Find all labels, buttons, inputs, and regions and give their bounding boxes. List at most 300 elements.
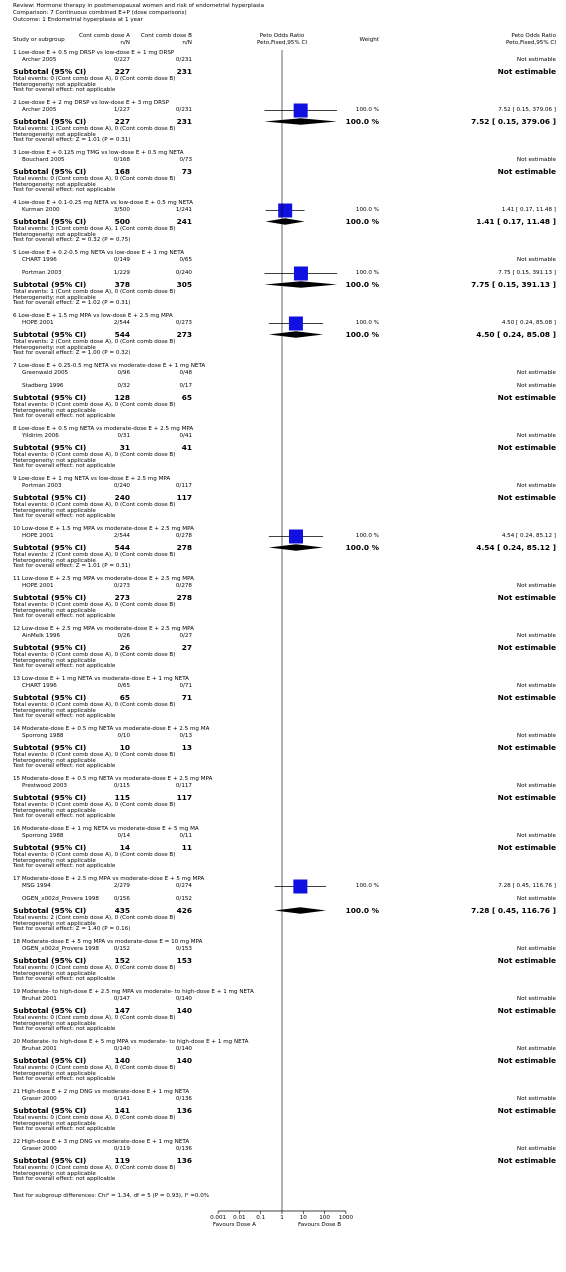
col-or-header: Peto Odds Ratio (259, 33, 305, 39)
heterogeneity: Heterogeneity: not applicable (13, 407, 96, 414)
study-events-a: 0/32 (117, 383, 130, 389)
overall-effect: Test for overall effect: Z = 1.01 (P = 0.31) (13, 137, 131, 143)
subtotal-total-a: 115 (114, 793, 130, 802)
subtotal-label: Subtotal (95% CI) (13, 843, 87, 852)
study-or-ci: Not estimable (516, 370, 556, 376)
total-events: Total events: 0 (Cont comb dose A), 0 (Cont comb dose B) (13, 1015, 176, 1021)
subtotal-total-a: 128 (114, 393, 130, 402)
subtotal-label: Subtotal (95% CI) (13, 280, 87, 289)
study-events-b: 0/11 (179, 833, 192, 839)
subtotal-label: Subtotal (95% CI) (13, 330, 87, 339)
study-events-a: 0/65 (117, 683, 130, 689)
subtotal-or-ci: Not estimable (497, 956, 556, 965)
total-events: Total events: 0 (Cont comb dose A), 0 (Cont comb dose B) (13, 802, 176, 808)
subgroup-title: 20 Moderate- to high-dose E + 5 mg MPA vs moderate- to high-dose E + 1 mg NETA (13, 1039, 249, 1045)
overall-effect: Test for overall effect: Z = 1.00 (P = 0.32) (13, 350, 131, 356)
study-name: Yildirim 2006 (22, 433, 59, 439)
study-name: CHART 1996 (22, 683, 57, 689)
subgroup-title: 19 Moderate- to high-dose E + 2.5 mg MPA vs moderate- to high-dose E + 1 mg NETA (13, 989, 254, 995)
subgroup-title: 22 High-dose E + 3 mg DNG vs moderate-dose E + 1 mg NETA (13, 1139, 190, 1145)
study-events-b: 1/241 (175, 207, 192, 213)
subtotal-or-ci: Not estimable (497, 743, 556, 752)
subgroup-title: 5 Low-dose E + 0.2-0.5 mg NETA vs low-dose E + 1 mg NETA (13, 250, 185, 256)
outcome-line: Outcome: 1 Endometrial hyperplasia at 1 year (13, 17, 143, 23)
subtotal-label: Subtotal (95% CI) (13, 67, 87, 76)
study-events-b: 0/65 (179, 257, 192, 263)
total-events: Total events: 0 (Cont comb dose A), 0 (Cont comb dose B) (13, 402, 176, 408)
subtotal-or-ci: Not estimable (497, 1006, 556, 1015)
study-name: Kurman 2000 (22, 207, 60, 213)
overall-effect: Test for overall effect: Z = 1.40 (P = 0.16) (13, 926, 131, 932)
review-line: Review: Hormone therapy in postmenopausal women and risk of endometrial hyperplasia (13, 3, 265, 9)
study-or-ci: Not estimable (516, 833, 556, 839)
subtotal-or-ci: Not estimable (497, 593, 556, 602)
favours-right-label: Favours Dose B (298, 1222, 342, 1228)
overall-effect: Test for overall effect: not applicable (13, 1126, 116, 1132)
study-events-a: 0/149 (113, 257, 130, 263)
study-or-ci: 7.28 [ 0.45, 116.76 ] (498, 883, 556, 889)
study-events-b: 0/278 (175, 583, 192, 589)
study-events-b: 0/17 (179, 383, 192, 389)
subgroup-title: 15 Moderate-dose E + 0.5 mg NETA vs moderate-dose E + 2.5 mg MPA (13, 776, 213, 782)
subtotal-diamond (269, 544, 323, 550)
study-effect-marker (294, 104, 308, 118)
subtotal-total-b: 136 (176, 1106, 192, 1115)
subtotal-total-a: 544 (114, 330, 130, 339)
subtotal-total-b: 426 (176, 906, 192, 915)
subgroup-title: 8 Low-dose E + 0.5 mg NETA vs moderate-dose E + 2.5 mg MPA (13, 426, 194, 432)
subtotal-total-b: 13 (181, 743, 192, 752)
heterogeneity: Heterogeneity: not applicable (13, 920, 96, 927)
total-events: Total events: 0 (Cont comb dose A), 0 (Cont comb dose B) (13, 965, 176, 971)
subgroup-title: 1 Low-dose E + 0.5 mg DRSP vs low-dose E + 1 mg DRSP (13, 50, 175, 56)
subtotal-total-a: 26 (119, 643, 130, 652)
subtotal-or-ci: Not estimable (497, 493, 556, 502)
subtotal-label: Subtotal (95% CI) (13, 906, 87, 915)
study-weight: 100.0 % (355, 883, 379, 889)
subtotal-or-ci: Not estimable (497, 843, 556, 852)
subtotal-total-a: 544 (114, 543, 130, 552)
heterogeneity: Heterogeneity: not applicable (13, 1020, 96, 1027)
study-or-ci: Not estimable (516, 483, 556, 489)
subtotal-total-a: 227 (114, 67, 130, 76)
overall-effect: Test for overall effect: not applicable (13, 1176, 116, 1182)
study-or-ci: Not estimable (516, 783, 556, 789)
total-events: Total events: 2 (Cont comb dose A), 0 (Cont comb dose B) (13, 915, 176, 921)
subtotal-total-b: 231 (176, 117, 192, 126)
study-name: OGEN_x002d_Provera 1998 (22, 946, 99, 952)
study-events-b: 0/231 (175, 57, 192, 63)
subtotal-total-a: 500 (114, 217, 130, 226)
overall-effect: Test for overall effect: not applicable (13, 863, 116, 869)
overall-effect: Test for overall effect: not applicable (13, 1026, 116, 1032)
study-events-a: 0/168 (113, 157, 130, 163)
subtotal-total-b: 305 (176, 280, 192, 289)
study-events-b: 0/274 (175, 883, 192, 889)
study-or-ci: Not estimable (516, 946, 556, 952)
heterogeneity: Heterogeneity: not applicable (13, 131, 96, 138)
overall-effect: Test for overall effect: not applicable (13, 87, 116, 93)
subtotal-total-a: 240 (114, 493, 130, 502)
subtotal-diamond (275, 907, 326, 913)
x-tick-label: 100 (319, 1215, 330, 1221)
subtotal-label: Subtotal (95% CI) (13, 1156, 87, 1165)
study-or-ci: Not estimable (516, 896, 556, 902)
subgroup-title: 10 Low-dose E + 1.5 mg MPA vs moderate-dose E + 2.5 mg MPA (13, 526, 194, 532)
total-events: Total events: 0 (Cont comb dose A), 0 (Cont comb dose B) (13, 752, 176, 758)
subtotal-or-ci: Not estimable (497, 643, 556, 652)
study-or-ci: Not estimable (516, 433, 556, 439)
study-or-ci: 4.54 [ 0.24, 85.12 ] (501, 533, 556, 539)
subtotal-total-b: 117 (176, 493, 192, 502)
total-events: Total events: 0 (Cont comb dose A), 0 (Cont comb dose B) (13, 652, 176, 658)
study-events-b: 0/153 (175, 946, 192, 952)
study-events-a: 0/115 (113, 783, 130, 789)
study-name: Graser 2000 (22, 1096, 57, 1102)
subtotal-total-b: 136 (176, 1156, 192, 1165)
subgroup-title: 12 Low-dose E + 2.5 mg MPA vs moderate-dose E + 2.5 mg MPA (13, 626, 194, 632)
subgroup-title: 6 Low-dose E + 1.5 mg MPA vs low-dose E + 2.5 mg MPA (13, 313, 173, 319)
subtotal-total-b: 140 (176, 1056, 192, 1065)
study-weight: 100.0 % (355, 320, 379, 326)
study-events-a: 3/500 (113, 207, 130, 213)
subtotal-total-a: 31 (119, 443, 130, 452)
subtotal-total-b: 41 (181, 443, 192, 452)
subtotal-weight: 100.0 % (345, 330, 379, 339)
subtotal-diamond (269, 331, 323, 337)
total-events: Total events: 1 (Cont comb dose A), 0 (Cont comb dose B) (13, 126, 176, 132)
study-name: Graser 2000 (22, 1146, 57, 1152)
study-events-b: 0/27 (179, 633, 192, 639)
subtotal-total-b: 153 (176, 956, 192, 965)
subtotal-label: Subtotal (95% CI) (13, 956, 87, 965)
study-or-ci: Not estimable (516, 583, 556, 589)
subtotal-total-a: 147 (114, 1006, 130, 1015)
subtotal-label: Subtotal (95% CI) (13, 1006, 87, 1015)
subtotal-label: Subtotal (95% CI) (13, 493, 87, 502)
study-events-b: 0/117 (175, 483, 192, 489)
total-events: Total events: 0 (Cont comb dose A), 0 (Cont comb dose B) (13, 452, 176, 458)
study-events-a: 0/119 (113, 1146, 130, 1152)
heterogeneity: Heterogeneity: not applicable (13, 657, 96, 664)
x-tick-label: 0.001 (210, 1215, 227, 1221)
col-or-method: Peto,Fixed,95% CI (256, 40, 308, 46)
study-or-ci: 1.41 [ 0.17, 11.48 ] (501, 207, 556, 213)
subtotal-or-ci: 7.28 [ 0.45, 116.76 ] (471, 906, 556, 915)
subtotal-or-ci: Not estimable (497, 393, 556, 402)
comparison-line: Comparison: 7 Continuous combined E+P (dose comparisons) (13, 10, 187, 16)
study-events-a: 1/227 (113, 107, 130, 113)
subtotal-weight: 100.0 % (345, 906, 379, 915)
subtotal-total-a: 10 (119, 743, 130, 752)
overall-effect: Test for overall effect: not applicable (13, 713, 116, 719)
subtotal-diamond (264, 281, 337, 287)
study-effect-marker (289, 530, 303, 544)
heterogeneity: Heterogeneity: not applicable (13, 707, 96, 714)
subtotal-label: Subtotal (95% CI) (13, 693, 87, 702)
total-events: Total events: 0 (Cont comb dose A), 0 (Cont comb dose B) (13, 852, 176, 858)
overall-effect: Test for overall effect: not applicable (13, 813, 116, 819)
study-events-a: 2/279 (113, 883, 130, 889)
subtotal-total-b: 278 (176, 543, 192, 552)
x-tick-label: 0.01 (233, 1215, 246, 1221)
heterogeneity: Heterogeneity: not applicable (13, 294, 96, 301)
study-effect-marker (278, 204, 292, 218)
study-events-b: 0/231 (175, 107, 192, 113)
heterogeneity: Heterogeneity: not applicable (13, 1170, 96, 1177)
overall-effect: Test for overall effect: not applicable (13, 663, 116, 669)
study-or-ci: Not estimable (516, 383, 556, 389)
total-events: Total events: 2 (Cont comb dose A), 0 (Cont comb dose B) (13, 339, 176, 345)
study-events-b: 0/48 (179, 370, 192, 376)
subtotal-or-ci: 7.75 [ 0.15, 391.13 ] (471, 280, 556, 289)
study-name: Prestwood 2003 (22, 783, 67, 789)
study-name: Greenwald 2005 (22, 370, 69, 376)
subtotal-total-a: 152 (114, 956, 130, 965)
study-events-b: 0/273 (175, 320, 192, 326)
study-events-a: 0/31 (117, 433, 130, 439)
subtotal-label: Subtotal (95% CI) (13, 1056, 87, 1065)
study-name: MSG 1994 (22, 883, 51, 889)
study-effect-marker (294, 267, 308, 281)
subgroup-title: 2 Low-dose E + 2 mg DRSP vs low-dose E + 3 mg DRSP (13, 100, 169, 106)
study-events-b: 0/41 (179, 433, 192, 439)
col-b-unit: n/N (182, 40, 192, 46)
study-events-a: 0/141 (113, 1096, 130, 1102)
subtotal-total-b: 117 (176, 793, 192, 802)
subtotal-total-a: 14 (119, 843, 130, 852)
total-events: Total events: 3 (Cont comb dose A), 1 (Cont comb dose B) (13, 226, 176, 232)
subtotal-label: Subtotal (95% CI) (13, 743, 87, 752)
total-events: Total events: 1 (Cont comb dose A), 0 (Cont comb dose B) (13, 289, 176, 295)
subtotal-or-ci: Not estimable (497, 167, 556, 176)
overall-effect: Test for overall effect: not applicable (13, 976, 116, 982)
subtotal-label: Subtotal (95% CI) (13, 167, 87, 176)
study-events-a: 1/229 (113, 270, 130, 276)
subtotal-weight: 100.0 % (345, 117, 379, 126)
study-name: Sporrong 1988 (22, 833, 64, 839)
study-events-a: 0/14 (117, 833, 130, 839)
total-events: Total events: 0 (Cont comb dose A), 0 (Cont comb dose B) (13, 702, 176, 708)
study-or-ci: Not estimable (516, 733, 556, 739)
total-events: Total events: 0 (Cont comb dose A), 0 (Cont comb dose B) (13, 602, 176, 608)
overall-effect: Test for overall effect: not applicable (13, 1076, 116, 1082)
subtotal-label: Subtotal (95% CI) (13, 1106, 87, 1115)
study-name: AinMelk 1996 (22, 633, 61, 639)
subtotal-total-a: 378 (114, 280, 130, 289)
study-events-a: 0/156 (113, 896, 130, 902)
x-tick-label: 0.1 (256, 1215, 266, 1221)
heterogeneity: Heterogeneity: not applicable (13, 507, 96, 514)
subtotal-total-a: 435 (114, 906, 130, 915)
study-name: HOPE 2001 (22, 320, 54, 326)
study-or-ci: Not estimable (516, 157, 556, 163)
subtotal-label: Subtotal (95% CI) (13, 643, 87, 652)
overall-effect: Test for overall effect: not applicable (13, 463, 116, 469)
subtotal-total-a: 65 (119, 693, 130, 702)
study-events-a: 0/240 (113, 483, 130, 489)
study-events-a: 0/147 (113, 996, 130, 1002)
subtotal-or-ci: Not estimable (497, 67, 556, 76)
overall-effect: Test for overall effect: Z = 1.01 (P = 0.31) (13, 563, 131, 569)
heterogeneity: Heterogeneity: not applicable (13, 757, 96, 764)
study-events-a: 0/152 (113, 946, 130, 952)
study-events-b: 0/152 (175, 896, 192, 902)
study-name: Bruhat 2001 (22, 996, 57, 1002)
study-or-ci: 4.50 [ 0.24, 85.08 ] (501, 320, 556, 326)
subgroup-title: 18 Moderate-dose E + 5 mg MPA vs moderate-dose E = 10 mg MPA (13, 939, 203, 945)
heterogeneity: Heterogeneity: not applicable (13, 344, 96, 351)
study-events-b: 0/136 (175, 1096, 192, 1102)
heterogeneity: Heterogeneity: not applicable (13, 231, 96, 238)
subtotal-total-b: 65 (181, 393, 192, 402)
x-tick-label: 10 (299, 1215, 307, 1221)
study-events-b: 0/140 (175, 996, 192, 1002)
study-weight: 100.0 % (355, 107, 379, 113)
total-events: Total events: 0 (Cont comb dose A), 0 (Cont comb dose B) (13, 76, 176, 82)
heterogeneity: Heterogeneity: not applicable (13, 81, 96, 88)
study-name: OGEN_x002d_Provera 1998 (22, 896, 99, 902)
subtotal-total-a: 227 (114, 117, 130, 126)
study-events-b: 0/13 (179, 733, 192, 739)
total-events: Total events: 0 (Cont comb dose A), 0 (Cont comb dose B) (13, 1065, 176, 1071)
subtotal-or-ci: Not estimable (497, 693, 556, 702)
heterogeneity: Heterogeneity: not applicable (13, 457, 96, 464)
col-a-unit: n/N (120, 40, 130, 46)
study-events-a: 0/227 (113, 57, 130, 63)
overall-effect: Test for overall effect: not applicable (13, 613, 116, 619)
study-name: Stadberg 1996 (22, 383, 64, 389)
heterogeneity: Heterogeneity: not applicable (13, 181, 96, 188)
study-name: Portman 2003 (22, 483, 62, 489)
heterogeneity: Heterogeneity: not applicable (13, 970, 96, 977)
subtotal-diamond (266, 218, 305, 224)
study-weight: 100.0 % (355, 533, 379, 539)
study-events-a: 0/10 (117, 733, 130, 739)
subgroup-title: 16 Moderate-dose E + 1 mg NETA vs moderate-dose E + 5 mg MA (13, 826, 199, 832)
study-or-ci: Not estimable (516, 257, 556, 263)
col-study-header: Study or subgroup (13, 37, 65, 43)
subgroup-title: 11 Low-dose E + 2.5 mg MPA vs moderate-dose E + 2.5 mg MPA (13, 576, 194, 582)
col-or2-method: Peto,Fixed,95% CI (505, 40, 556, 46)
subtotal-total-b: 71 (181, 693, 192, 702)
subtotal-total-a: 168 (114, 167, 130, 176)
col-weight-header: Weight (359, 37, 379, 43)
study-name: Sporrong 1988 (22, 733, 64, 739)
total-events: Total events: 0 (Cont comb dose A), 0 (Cont comb dose B) (13, 176, 176, 182)
study-events-b: 0/278 (175, 533, 192, 539)
subtotal-label: Subtotal (95% CI) (13, 593, 87, 602)
study-name: HOPE 2001 (22, 583, 54, 589)
subgroup-title: 7 Low-dose E + 0.25-0.5 mg NETA vs moderate-dose E + 1 mg NETA (13, 363, 206, 369)
heterogeneity: Heterogeneity: not applicable (13, 557, 96, 564)
study-events-a: 0/96 (117, 370, 130, 376)
subtotal-label: Subtotal (95% CI) (13, 543, 87, 552)
study-events-b: 0/73 (179, 157, 192, 163)
subtotal-or-ci: Not estimable (497, 443, 556, 452)
col-b-header: Cont comb dose B (140, 33, 192, 39)
study-name: Archer 2005 (22, 57, 57, 63)
study-events-a: 0/273 (113, 583, 130, 589)
study-events-a: 2/544 (113, 533, 130, 539)
subgroup-title: 21 High-dose E + 2 mg DNG vs moderate-dose E + 1 mg NETA (13, 1089, 190, 1095)
subtotal-total-b: 11 (181, 843, 192, 852)
study-name: Portman 2003 (22, 270, 62, 276)
subtotal-or-ci: 7.52 [ 0.15, 379.06 ] (471, 117, 556, 126)
subtotal-total-b: 140 (176, 1006, 192, 1015)
heterogeneity: Heterogeneity: not applicable (13, 857, 96, 864)
overall-effect: Test for overall effect: not applicable (13, 763, 116, 769)
study-events-b: 0/136 (175, 1146, 192, 1152)
heterogeneity: Heterogeneity: not applicable (13, 1120, 96, 1127)
subtotal-weight: 100.0 % (345, 217, 379, 226)
study-name: HOPE 2001 (22, 533, 54, 539)
study-or-ci: Not estimable (516, 683, 556, 689)
x-tick-label: 1000 (338, 1215, 354, 1221)
study-or-ci: Not estimable (516, 1096, 556, 1102)
col-or2-header: Peto Odds Ratio (511, 33, 556, 39)
study-name: Archer 2005 (22, 107, 57, 113)
subgroup-title: 13 Low-dose E + 1 mg NETA vs moderate-dose E + 1 mg NETA (13, 676, 190, 682)
col-a-header: Cont comb dose A (78, 33, 130, 39)
subtotal-diamond (264, 118, 336, 124)
subtotal-total-b: 73 (181, 167, 192, 176)
subtotal-total-a: 140 (114, 1056, 130, 1065)
heterogeneity: Heterogeneity: not applicable (13, 1070, 96, 1077)
study-or-ci: Not estimable (516, 996, 556, 1002)
study-events-b: 0/140 (175, 1046, 192, 1052)
subtotal-or-ci: Not estimable (497, 793, 556, 802)
subtotal-or-ci: Not estimable (497, 1156, 556, 1165)
study-events-a: 0/26 (117, 633, 130, 639)
total-events: Total events: 0 (Cont comb dose A), 0 (Cont comb dose B) (13, 502, 176, 508)
subtotal-total-b: 231 (176, 67, 192, 76)
subtotal-or-ci: Not estimable (497, 1056, 556, 1065)
subtotal-total-a: 141 (114, 1106, 130, 1115)
study-effect-marker (293, 880, 307, 894)
heterogeneity: Heterogeneity: not applicable (13, 807, 96, 814)
overall-effect: Test for overall effect: Z = 1.02 (P = 0.31) (13, 300, 131, 306)
study-or-ci: 7.75 [ 0.15, 391.13 ] (498, 270, 556, 276)
subtotal-total-a: 273 (114, 593, 130, 602)
subtotal-label: Subtotal (95% CI) (13, 793, 87, 802)
study-weight: 100.0 % (355, 207, 379, 213)
study-events-a: 2/544 (113, 320, 130, 326)
overall-effect: Test for overall effect: not applicable (13, 187, 116, 193)
total-events: Total events: 0 (Cont comb dose A), 0 (Cont comb dose B) (13, 1165, 176, 1171)
subtotal-total-b: 241 (176, 217, 192, 226)
overall-effect: Test for overall effect: not applicable (13, 513, 116, 519)
study-events-a: 0/140 (113, 1046, 130, 1052)
overall-effect: Test for overall effect: Z = 0.32 (P = 0.75) (13, 237, 131, 243)
heterogeneity: Heterogeneity: not applicable (13, 607, 96, 614)
study-or-ci: Not estimable (516, 1146, 556, 1152)
study-name: Bruhat 2001 (22, 1046, 57, 1052)
subtotal-label: Subtotal (95% CI) (13, 393, 87, 402)
total-events: Total events: 0 (Cont comb dose A), 0 (Cont comb dose B) (13, 1115, 176, 1121)
study-name: Bouchard 2005 (22, 157, 65, 163)
subgroup-title: 9 Low-dose E + 1 mg NETA vs low-dose E + 2.5 mg MPA (13, 476, 171, 482)
subtotal-weight: 100.0 % (345, 543, 379, 552)
subtotal-total-b: 273 (176, 330, 192, 339)
subtotal-or-ci: 1.41 [ 0.17, 11.48 ] (476, 217, 556, 226)
overall-effect: Test for overall effect: not applicable (13, 413, 116, 419)
study-name: CHART 1996 (22, 257, 57, 263)
subtotal-label: Subtotal (95% CI) (13, 117, 87, 126)
study-events-b: 0/71 (179, 683, 192, 689)
study-events-b: 0/240 (175, 270, 192, 276)
x-tick-label: 1 (280, 1215, 284, 1221)
